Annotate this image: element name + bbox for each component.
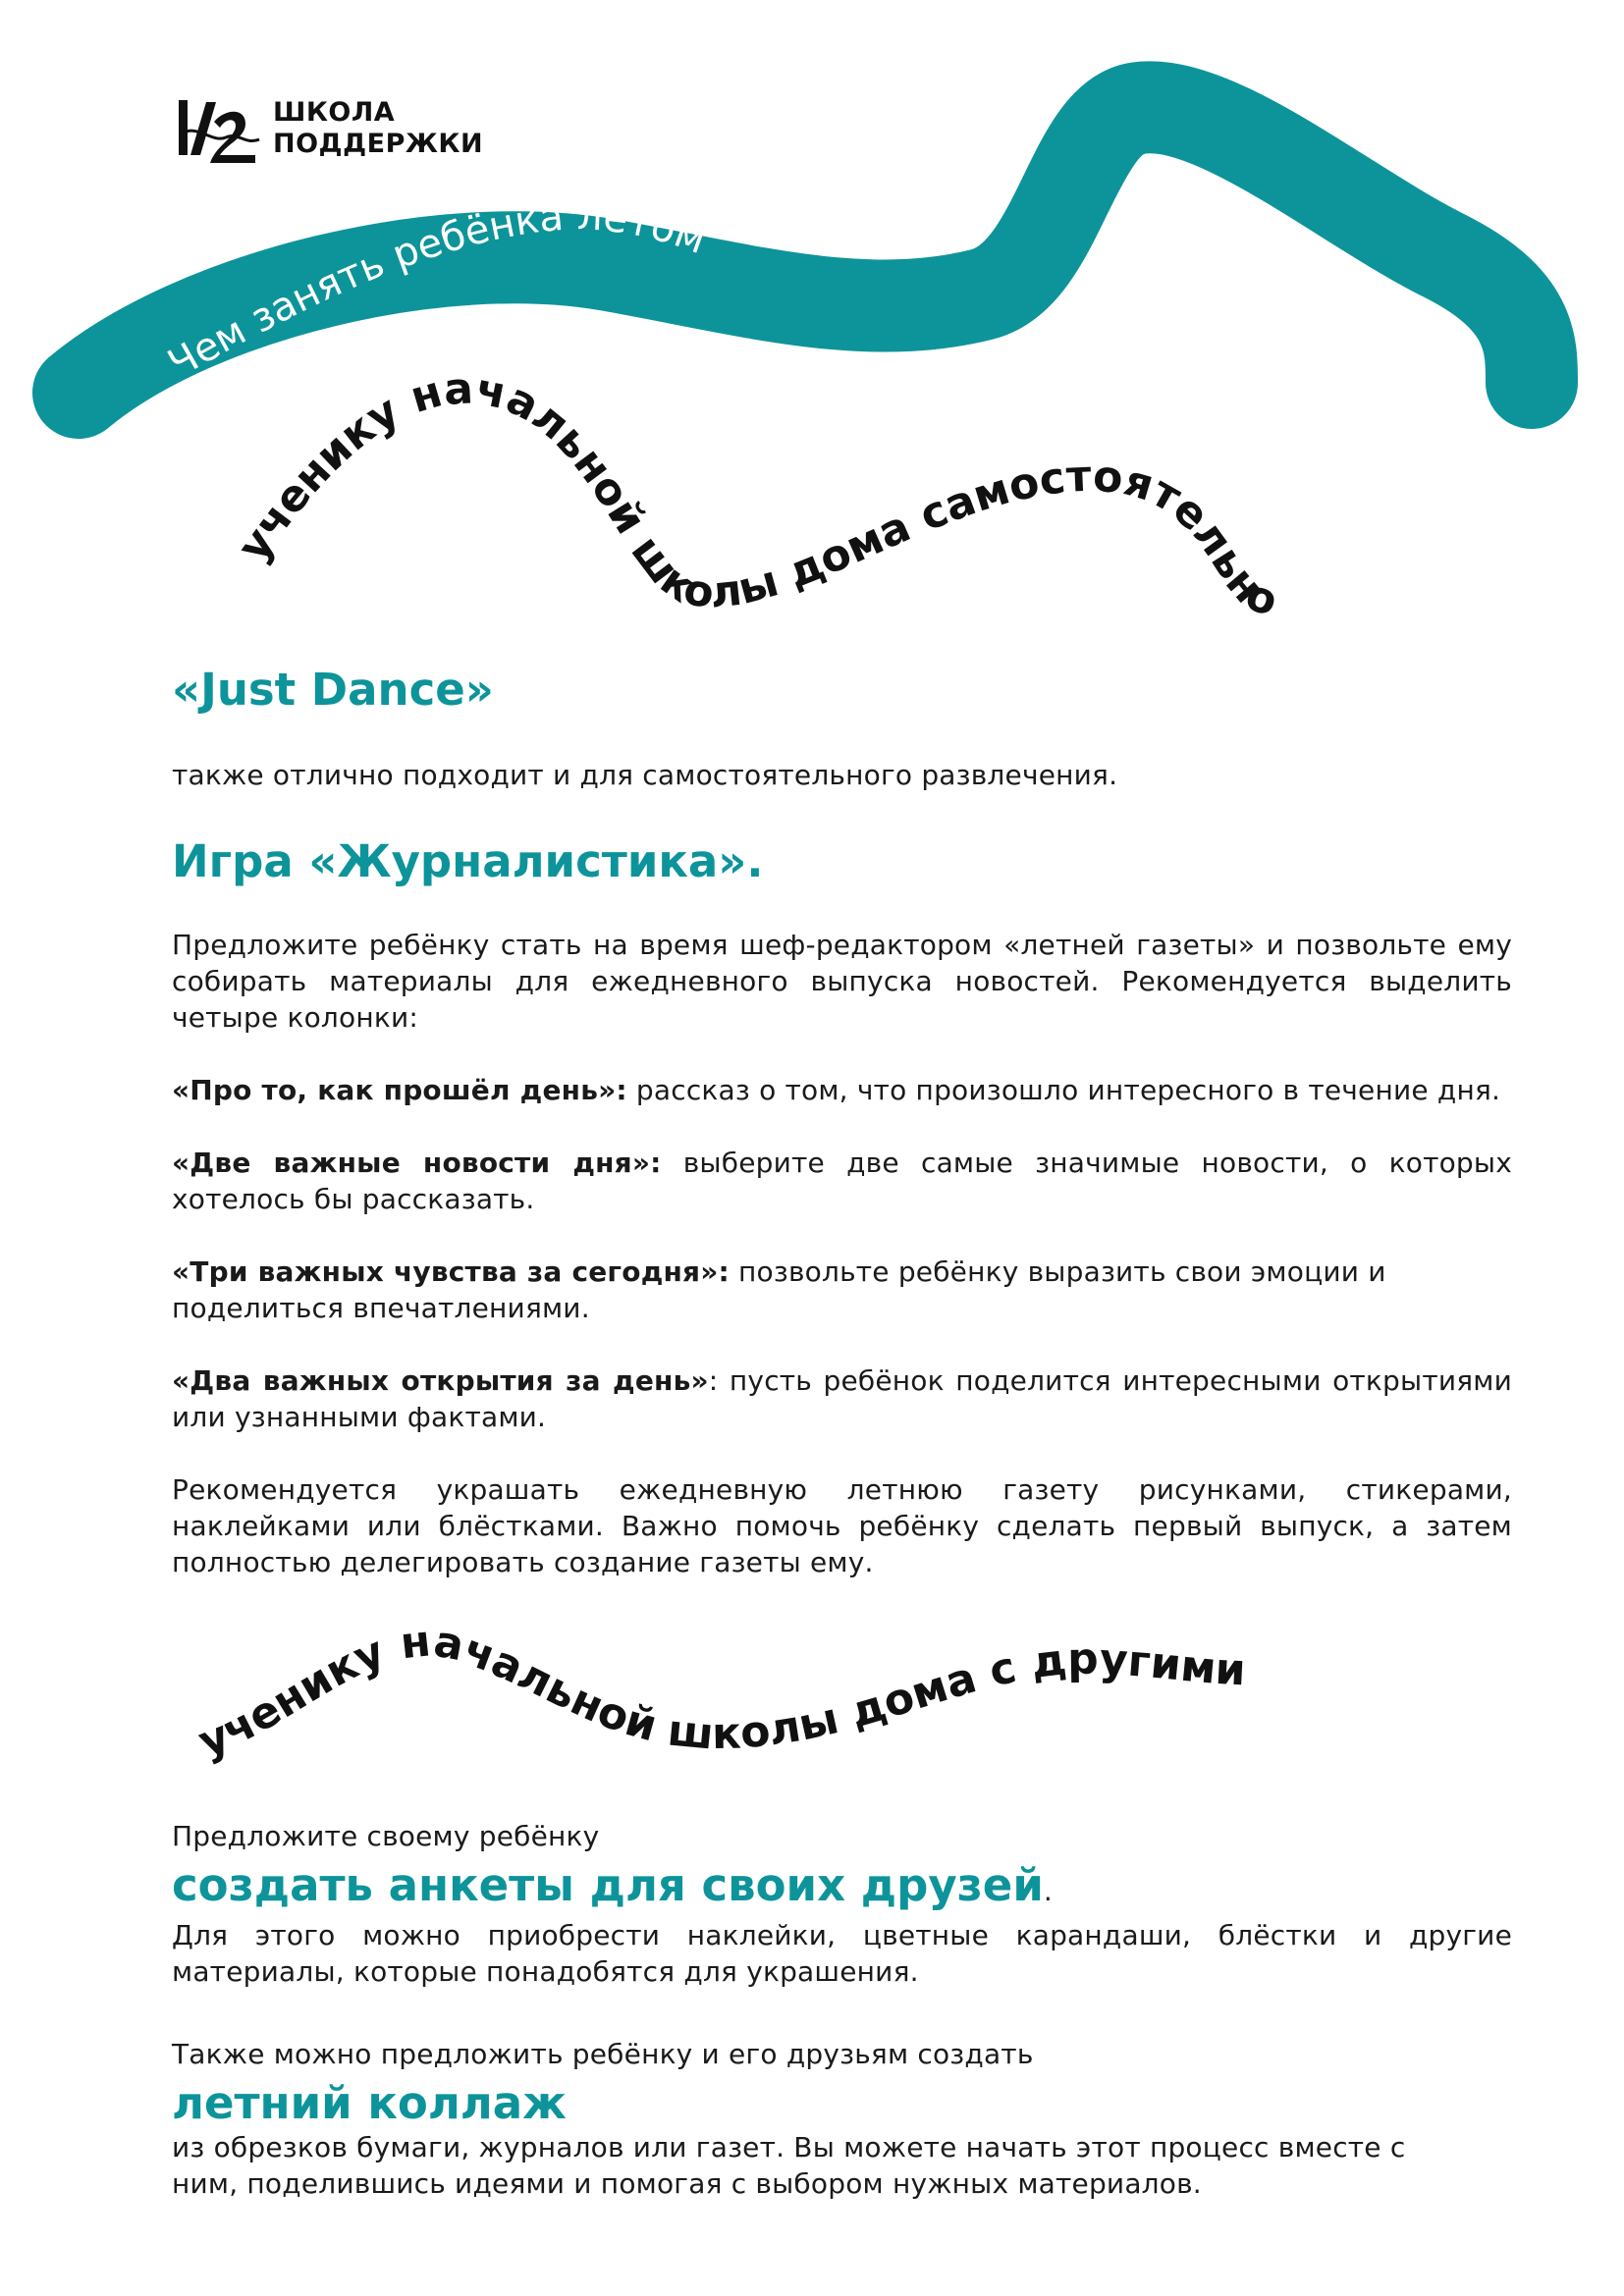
journalism-item-text: : пусть ребёнок поделится интересными открытиями или узнанными фактами.	[172, 1364, 1512, 1433]
collage-text: из обрезков бумаги, журналов или газет. Вы можете начать этот процесс вместе с ним, поделившись идеями и помогая с выбором нужных материалов.	[172, 2131, 1406, 2200]
questionnaire-text: Для этого можно приобрести наклейки, цветные карандаши, блёстки и другие материалы, которые понадобятся для украшения.	[172, 1919, 1512, 1988]
questionnaire-title: создать анкеты для своих друзей	[172, 1859, 1044, 1911]
journalism-intro: Предложите ребёнку стать на время шеф-редактором «летней газеты» и позвольте ему собирать материалы для ежедневного выпуска новостей. Рекомендуется выделить четыре колонки:	[172, 929, 1512, 1034]
journalism-item-bold: «Два важных открытия за день»	[172, 1364, 709, 1397]
logo-line-2: ПОДДЕРЖКИ	[273, 129, 484, 159]
journalism-item-text: выберите две самые значимые новости, о которых хотелось бы рассказать.	[172, 1147, 1512, 1215]
banner-text: Чем занять ребёнка летом	[160, 193, 712, 388]
journalism-title: Игра «Журналистика».	[172, 835, 764, 887]
section2-curved-title: ученику начальной школы дома с другими	[191, 1616, 1247, 1768]
questionnaire-dot: .	[1043, 1875, 1053, 1907]
just-dance-section	[172, 663, 1512, 793]
collage-lead: Также можно предложить ребёнку и его друзьям создать	[172, 2038, 1034, 2070]
journalism-item-bold: «Про то, как прошёл день»:	[172, 1074, 627, 1106]
journalism-section	[172, 834, 1512, 1580]
questionnaire-heading	[172, 1860, 1512, 1917]
collage-title: летний коллаж	[172, 2077, 567, 2129]
journalism-item-bold: «Три важных чувства за сегодня»:	[172, 1255, 730, 1288]
journalism-item	[172, 1072, 1512, 1108]
logo-line-1: ШКОЛА	[273, 97, 396, 128]
journalism-item-text: рассказ о том, что произошло интересного в течение дня.	[626, 1074, 1501, 1106]
logo-text	[273, 97, 483, 160]
journalism-item	[172, 1254, 1419, 1326]
journalism-item-bold: «Две важные новости дня»:	[172, 1147, 662, 1179]
section1-curved-title: ученику начальной школы дома самостоятельно	[228, 363, 1284, 627]
journalism-outro: Рекомендуется украшать ежедневную летнюю газету рисунками, стикерами, наклейками или блёстками. Важно помочь ребёнку сделать первый выпуск, а затем полностью делегировать создание газеты ему.	[172, 1473, 1512, 1578]
journalism-item-text: позвольте ребёнку выразить свои эмоции и поделиться впечатлениями.	[172, 1255, 1386, 1324]
questionnaire-section	[172, 1818, 1512, 1990]
journalism-item	[172, 1362, 1512, 1435]
logo	[177, 94, 483, 163]
logo-mark-icon	[177, 94, 263, 163]
just-dance-title: «Just Dance»	[172, 664, 494, 716]
collage-section	[172, 2036, 1512, 2202]
just-dance-text: также отлично подходит и для самостоятельного развлечения.	[172, 759, 1118, 791]
questionnaire-lead: Предложите своему ребёнку	[172, 1820, 600, 1852]
journalism-item	[172, 1145, 1512, 1217]
